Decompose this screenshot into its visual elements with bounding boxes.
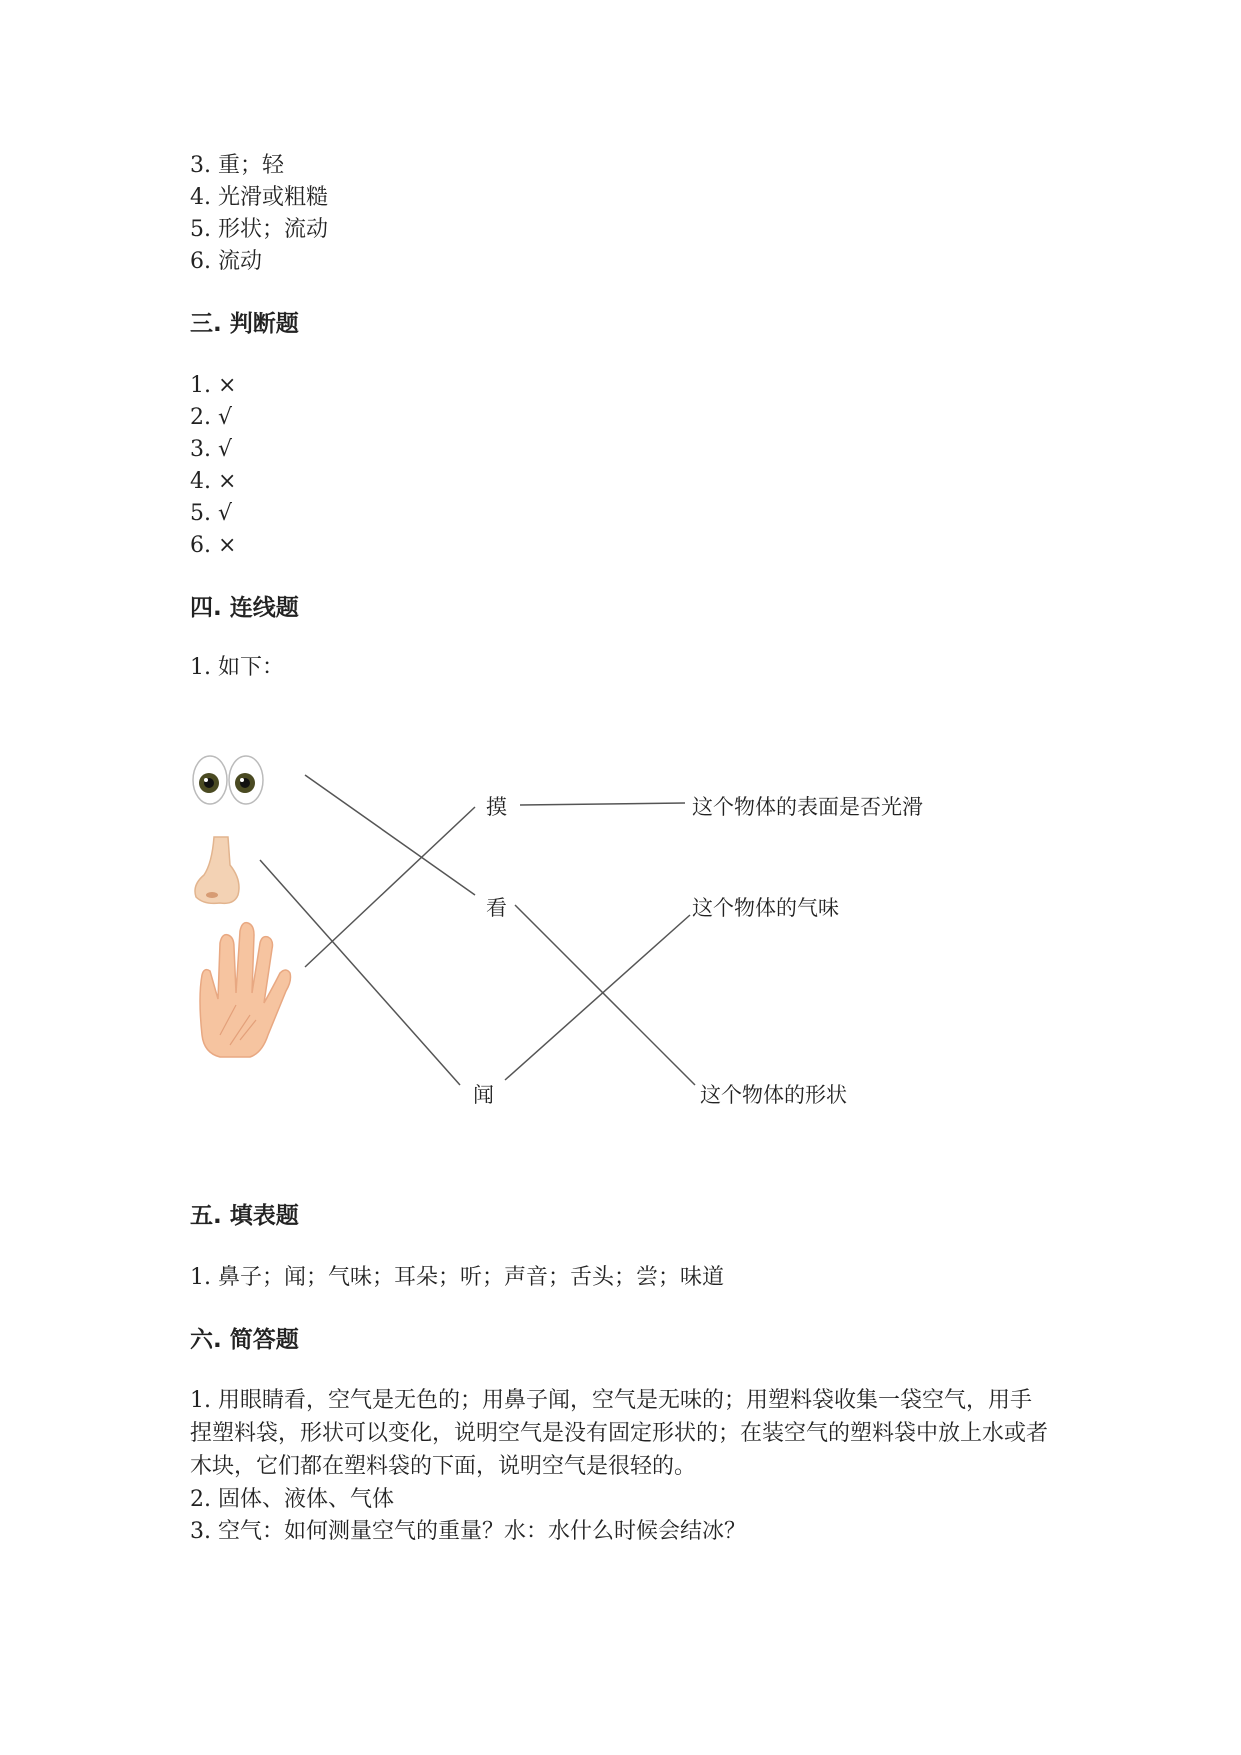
match-intro: 1. 如下： [190,655,284,680]
nose-icon [195,837,239,903]
fill-answer-5: 5. 形状；流动 [190,217,328,242]
matching-diagram [190,735,950,1125]
judge-answer-2: 2. √ [190,405,233,430]
judge-answer-4: 4. × [190,469,237,494]
judge-answer-3: 3. √ [190,437,233,462]
short-answer-1: 1. 用眼睛看，空气是无色的；用鼻子闻，空气是无味的；用塑料袋收集一袋空气，用手捏塑料袋，形状可以变化，说明空气是没有固定形状的；在装空气的塑料袋中放上水或者木块，它们都在塑料袋的下面，说明空气是很轻的。 [190,1388,1049,1479]
action-smell: 闻 [473,1083,494,1107]
section-title-judge: 三. 判断题 [190,311,299,337]
desc-surface: 这个物体的表面是否光滑 [692,795,923,819]
fill-answer-3: 3. 重；轻 [190,153,284,178]
judge-answer-1: 1. × [190,373,237,398]
fill-answer-4: 4. 光滑或粗糙 [190,185,328,210]
section-title-match: 四. 连线题 [190,595,299,621]
line-look-to-shape [515,905,695,1085]
line-touch-to-surface [520,803,685,805]
eyes-icon [193,756,263,804]
line-smell-to-odor [505,915,690,1080]
short-answer-3: 3. 空气：如何测量空气的重量？水：水什么时候会结冰？ [190,1519,746,1544]
hand-icon [200,923,291,1057]
action-touch: 摸 [486,795,507,819]
section-title-table: 五. 填表题 [190,1203,299,1229]
table-answer: 1. 鼻子；闻；气味；耳朵；听；声音；舌头；尝；味道 [190,1265,724,1290]
desc-shape: 这个物体的形状 [700,1083,847,1107]
short-answer-2: 2. 固体、液体、气体 [190,1487,394,1512]
action-look: 看 [486,896,507,920]
line-hand-to-touch [305,807,475,967]
judge-answer-6: 6. × [190,533,237,558]
line-eyes-to-look [305,775,475,895]
fill-answer-6: 6. 流动 [190,249,262,274]
desc-odor: 这个物体的气味 [692,896,839,920]
judge-answer-5: 5. √ [190,501,233,526]
section-title-short: 六. 简答题 [190,1327,299,1353]
